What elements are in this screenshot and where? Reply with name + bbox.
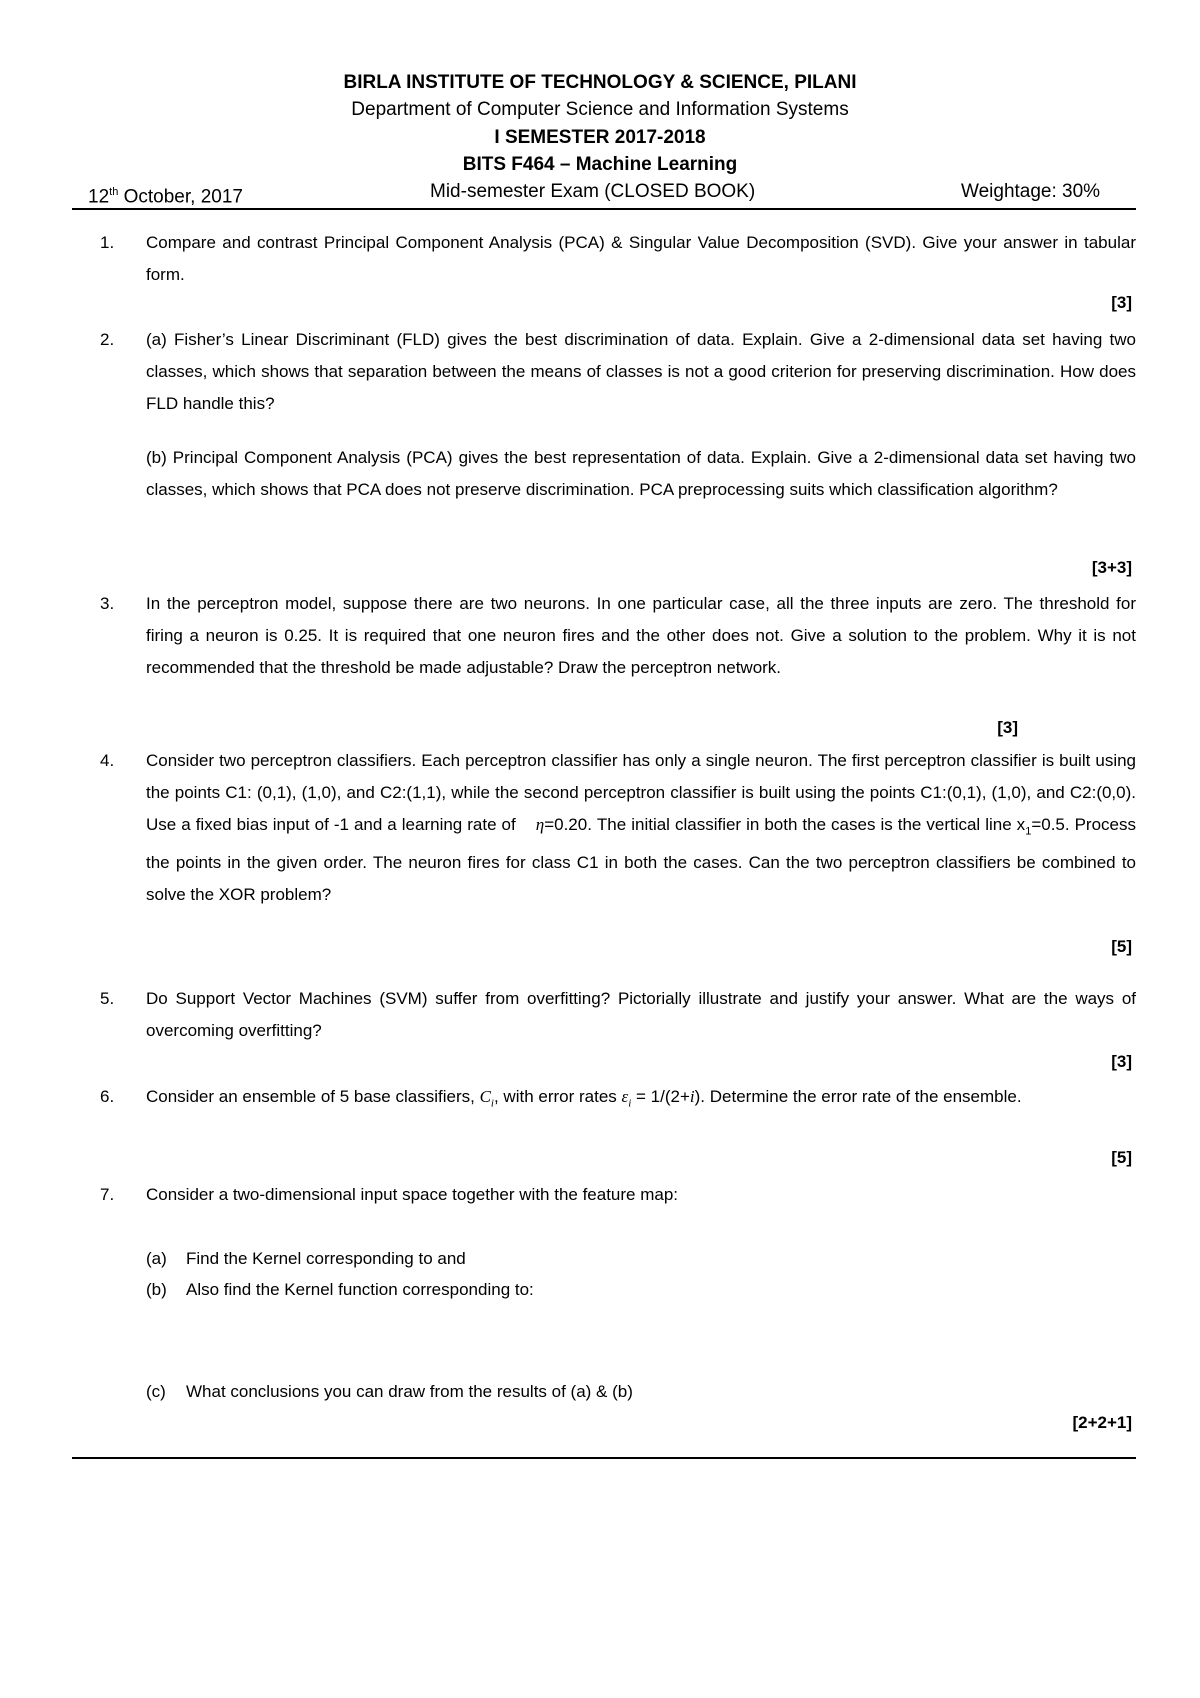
exam-type: Mid-semester Exam (CLOSED BOOK) <box>430 181 756 202</box>
course-title: BITS F464 – Machine Learning <box>462 154 738 175</box>
header-divider <box>72 208 1136 210</box>
footer-divider <box>72 1457 1136 1459</box>
question-part-b: (b) Principal Component Analysis (PCA) gives the best representation of data. Explain. Give a 2-dimensional data set having two classes, which shows that PCA does not preserve discrimination. PCA preprocessing suits which classification algorithm? <box>146 448 1136 499</box>
eta-symbol: η <box>535 815 545 834</box>
question-1-marks: [3] <box>1111 293 1132 312</box>
question-text: In the perceptron model, suppose there are two neurons. In one particular case, all the three inputs are zero. The threshold for firing a neuron is 0.25. It is required that one neuron fires and the other does not. Give a solution to the problem. Why it is not recommended that the threshold be made adjustable? Draw the perceptron network. <box>146 594 1136 677</box>
question-text: Consider two perceptron classifiers. Each perceptron classifier has only a single neuron. The first perceptron classifier is built using the points C1: (0,1), (1,0), and C2:(1,1), while the second perceptron classifier is built using the points C1:(0,1), (1,0), and C2:(0,0). Use a fixed bias input of -1 and a learning rate of η=0.20. The initial classifier in both the cases is the vertical line $x_1=0.5$. Process the points in the given order. The neuron fires for class C1 in both the cases. Can the two perceptron classifiers be combined to solve the XOR problem? <box>146 751 1137 905</box>
question-7-part-c: (c) What conclusions you can draw from the results of (a) & (b) <box>146 1382 633 1401</box>
question-text: Do Support Vector Machines (SVM) suffer from overfitting? Pictorially illustrate and justify your answer. What are the ways of overcoming overfitting? <box>146 989 1136 1040</box>
question-3-marks: [3] <box>997 718 1018 737</box>
question-text: Consider an ensemble of 5 base classifiers, $C_i$, with error rates $\varepsilon_i = 1/(2+i)$. Determine the error rate of the ensemble. <box>146 1087 1022 1110</box>
question-text: Compare and contrast Principal Component Analysis (PCA) & Singular Value Decomposition (SVD). Give your answer in tabular form. <box>146 233 1136 284</box>
question-5-marks: [3] <box>1111 1052 1132 1071</box>
exam-date: 12th October, 2017 <box>88 186 243 208</box>
semester-title: I SEMESTER 2017-2018 <box>494 127 706 148</box>
question-7-part-a: (a) Find the Kernel corresponding to and <box>146 1249 466 1268</box>
question-2-marks: [3+3] <box>1091 558 1132 577</box>
exam-weightage: Weightage: 30% <box>961 181 1101 202</box>
question-number: 4. <box>100 751 115 770</box>
question-text: Consider a two-dimensional input space together with the feature map: <box>146 1185 679 1204</box>
question-7-marks: [2+2+1] <box>1072 1413 1132 1432</box>
question-number: 7. <box>100 1185 115 1204</box>
question-number: 3. <box>100 594 115 613</box>
question-number: 2. <box>100 330 115 349</box>
question-6-marks: [5] <box>1111 1148 1132 1167</box>
question-number: 6. <box>100 1087 115 1106</box>
question-number: 5. <box>100 989 115 1008</box>
question-number: 1. <box>100 233 115 252</box>
question-4-marks: [5] <box>1111 937 1132 956</box>
question-part-a: (a) Fisher’s Linear Discriminant (FLD) gives the best discrimination of data. Explain. Give a 2-dimensional data set having two classes, which shows that separation between the means of classes is not a good criterion for preserving discrimination. How does FLD handle this? <box>146 330 1136 413</box>
question-7-part-b: (b) Also find the Kernel function corresponding to: <box>146 1280 534 1299</box>
epsilon-symbol: ε <box>621 1087 629 1106</box>
department-name: Department of Computer Science and Information Systems <box>351 99 849 120</box>
institute-name: BIRLA INSTITUTE OF TECHNOLOGY & SCIENCE, PILANI <box>343 72 857 93</box>
